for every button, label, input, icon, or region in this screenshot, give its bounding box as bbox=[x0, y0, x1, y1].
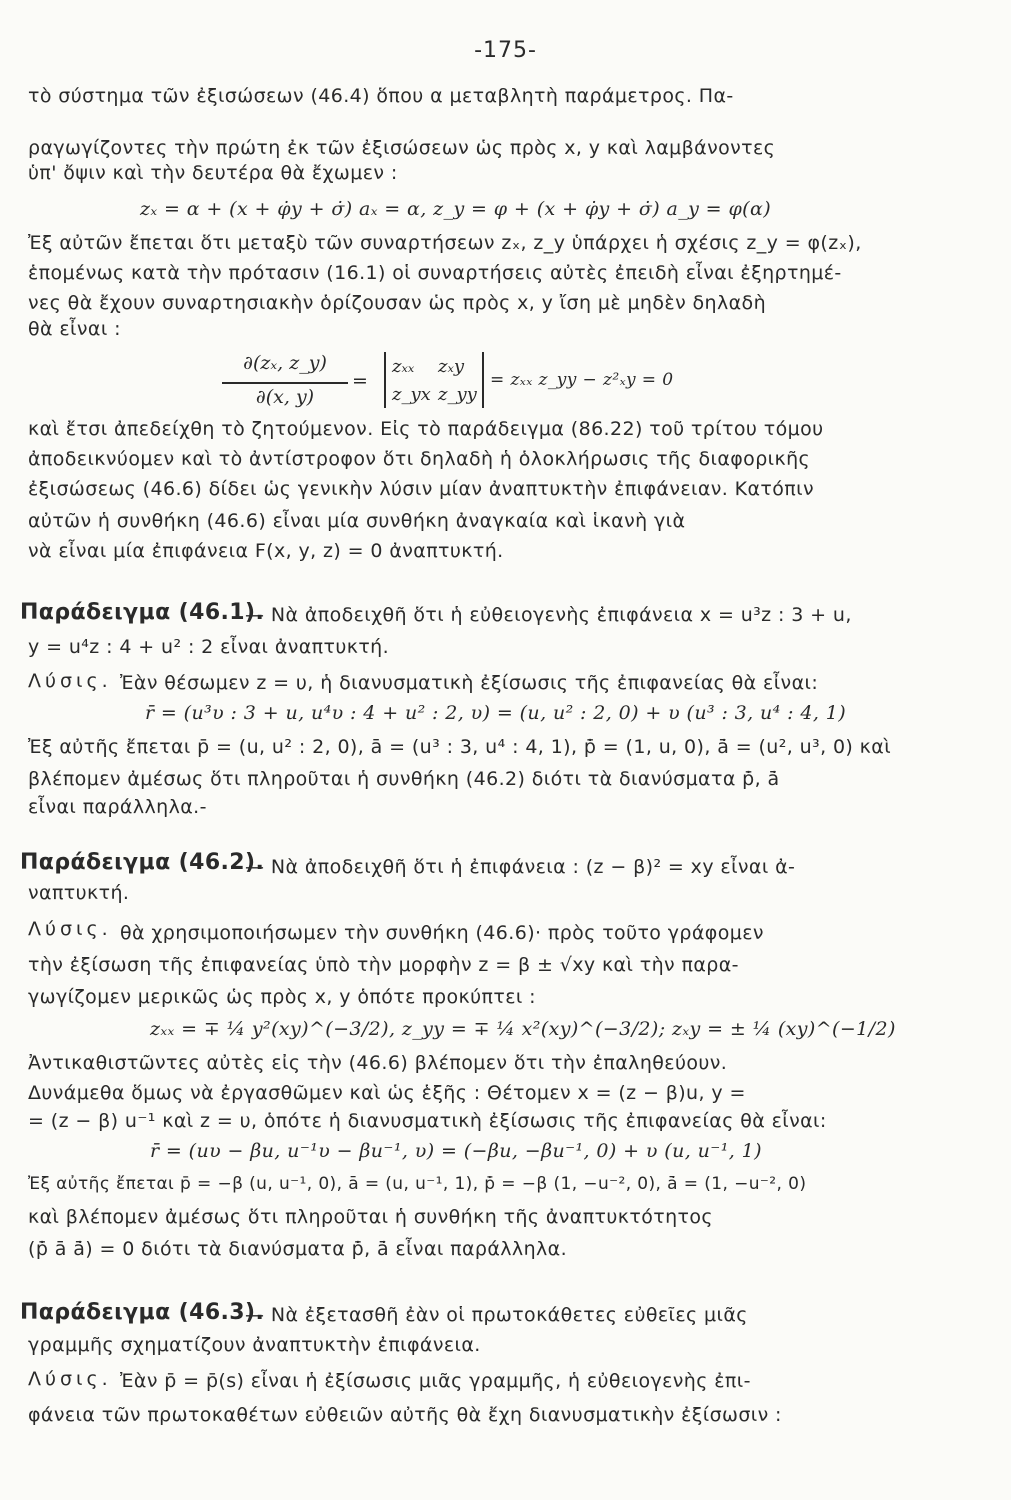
text-line: γωγίζομεν μερικῶς ὡς πρὸς x, y ὁπότε προκύπτει : bbox=[28, 986, 536, 1008]
solution-label: Λύσις. bbox=[28, 670, 112, 692]
text-line: = (z − β) u⁻¹ καὶ z = υ, ὁπότε ἡ διανυσματικὴ ἐξίσωσις τῆς ἐπιφανείας θὰ εἶναι: bbox=[28, 1110, 827, 1132]
text-line: ἀποδεικνύομεν καὶ τὸ ἀντίστροφον ὅτι δηλαδὴ ἡ ὁλοκλήρωσις τῆς διαφορικῆς bbox=[28, 448, 811, 470]
matrix-entry: z_yx bbox=[392, 384, 431, 405]
text-line: ἑπομένως κατὰ τὴν πρότασιν (16.1) οἱ συναρτήσεις αὐτὲς ἐπειδὴ εἶναι ἐξηρτημέ- bbox=[28, 262, 842, 284]
text-line: βλέπομεν ἀμέσως ὅτι πληροῦται ἡ συνθήκη (46.2) διότι τὰ διανύσματα p̄̇, ā̇ bbox=[28, 768, 780, 790]
equation-line: zₓ = α + (x + φ̇y + σ̇) aₓ = α, z_y = φ + (x + φ̇y + σ̇) a_y = φ(α) bbox=[140, 198, 772, 220]
matrix-entry: zₓₓ bbox=[392, 356, 415, 377]
text-line: φάνεια τῶν πρωτοκαθέτων εὐθειῶν αὐτῆς θὰ ἔχη διανυσματικὴν ἐξίσωσιν : bbox=[28, 1404, 782, 1426]
text-line: τὴν ἐξίσωση τῆς ἐπιφανείας ὑπὸ τὴν μορφὴν z = β ± √xy καὶ τὴν παρα- bbox=[28, 954, 739, 976]
matrix-entry: z_yy bbox=[438, 384, 477, 405]
equation-line: r̄ = (uυ − βu, u⁻¹υ − βu⁻¹, υ) = (−βu, −βu⁻¹, 0) + υ (u, u⁻¹, 1) bbox=[150, 1140, 762, 1162]
text-line: — Νὰ ἀποδειχθῆ ὅτι ἡ ἐπιφάνεια : (z − β)² = xy εἶναι ἀ- bbox=[245, 856, 796, 878]
text-line: Ἐξ αὐτῶν ἔπεται ὅτι μεταξὺ τῶν συναρτήσεων zₓ, z_y ὑπάρχει ἡ σχέσις z_y = φ(zₓ), bbox=[28, 232, 862, 254]
jacobian-numerator: ∂(zₓ, z_y) bbox=[243, 352, 327, 374]
jacobian-result: = zₓₓ z_yy − z²ₓy = 0 bbox=[490, 370, 674, 390]
text-line: καὶ βλέπομεν ἀμέσως ὅτι πληροῦται ἡ συνθήκη τῆς ἀναπτυκτότητος bbox=[28, 1206, 713, 1228]
text-line: γραμμῆς σχηματίζουν ἀναπτυκτὴν ἐπιφάνεια. bbox=[28, 1334, 481, 1356]
page-number: -175- bbox=[474, 38, 537, 63]
text-line: αὐτῶν ἡ συνθήκη (46.6) εἶναι μία συνθήκη ἀναγκαία καὶ ἱκανὴ γιὰ bbox=[28, 510, 686, 532]
text-line: ἐξισώσεως (46.6) δίδει ὡς γενικὴν λύσιν μίαν ἀναπτυκτὴν ἐπιφάνειαν. Κατόπιν bbox=[28, 478, 814, 500]
text-line: Ἐὰν θέσωμεν z = υ, ἡ διανυσματικὴ ἐξίσωσις τῆς ἐπιφανείας θὰ εἶναι: bbox=[120, 672, 819, 694]
text-line: Ἀντικαθιστῶντες αὐτὲς εἰς τὴν (46.6) βλέπομεν ὅτι τὴν ἐπαληθεύουν. bbox=[28, 1052, 728, 1074]
text-line: Ἐξ αὐτῆς ἔπεται p̄ = −β (u, u⁻¹, 0), ā = (u, u⁻¹, 1), p̄̇ = −β (1, −u⁻², 0), ā̇ = (1, −u⁻², 0) bbox=[28, 1174, 807, 1194]
text-line: θὰ εἶναι : bbox=[28, 318, 121, 340]
text-line: τὸ σύστημα τῶν ἐξισώσεων (46.4) ὅπου α μεταβλητὴ παράμετρος. Πα- bbox=[28, 85, 734, 107]
text-line: Δυνάμεθα ὅμως νὰ ἐργασθῶμεν καὶ ὡς ἑξῆς : Θέτομεν x = (z − β)u, y = bbox=[28, 1082, 746, 1104]
equation-line: r̄ = (u³υ : 3 + u, u⁴υ : 4 + u² : 2, υ) = (u, u² : 2, 0) + υ (u³ : 3, u⁴ : 4, 1) bbox=[145, 702, 847, 724]
text-line: ὑπ' ὄψιν καὶ τὴν δευτέρα θὰ ἔχωμεν : bbox=[28, 162, 398, 184]
text-line: y = u⁴z : 4 + u² : 2 εἶναι ἀναπτυκτή. bbox=[28, 636, 390, 658]
text-line: — Νὰ ἀποδειχθῆ ὅτι ἡ εὐθειογενὴς ἐπιφάνεια x = u³z : 3 + u, bbox=[245, 604, 852, 626]
example-title: Παράδειγμα (46.1). bbox=[20, 600, 265, 625]
text-line: νες θὰ ἔχουν συναρτησιακὴν ὁρίζουσαν ὡς πρὸς x, y ἴση μὲ μηδὲν δηλαδὴ bbox=[28, 292, 767, 314]
text-line: (p̄̇ ā ā̇) = 0 διότι τὰ διανύσματα p̄̇, ā̇ εἶναι παράλληλα. bbox=[28, 1238, 568, 1260]
text-line: εἶναι παράλληλα.- bbox=[28, 796, 207, 818]
example-title: Παράδειγμα (46.3). bbox=[20, 1300, 265, 1325]
solution-label: Λύσις. bbox=[28, 918, 112, 940]
text-line: νὰ εἶναι μία ἐπιφάνεια F(x, y, z) = 0 ἀναπτυκτή. bbox=[28, 540, 504, 562]
text-line: — Νὰ ἐξετασθῆ ἐὰν οἱ πρωτοκάθετες εὐθεῖες μιᾶς bbox=[245, 1304, 748, 1326]
text-line: Ἐξ αὐτῆς ἔπεται p̄ = (u, u² : 2, 0), ā = (u³ : 3, u⁴ : 4, 1), p̄̇ = (1, u, 0), ā̇ = (u², u³, 0) καὶ bbox=[28, 736, 892, 758]
text-line: θὰ χρησιμοποιήσωμεν τὴν συνθήκη (46.6)· πρὸς τοῦτο γράφομεν bbox=[120, 922, 764, 944]
text-line: ραγωγίζοντες τὴν πρώτη ἐκ τῶν ἐξισώσεων ὡς πρὸς x, y καὶ λαμβάνοντες bbox=[28, 137, 776, 159]
solution-label: Λύσις. bbox=[28, 1368, 112, 1390]
jacobian-denominator: ∂(x, y) bbox=[255, 386, 315, 408]
equation-line: zₓₓ = ∓ ¼ y²(xy)^(−3/2), z_yy = ∓ ¼ x²(xy)^(−3/2); zₓy = ± ¼ (xy)^(−1/2) bbox=[150, 1018, 896, 1040]
fraction-bar bbox=[222, 382, 348, 384]
text-line: Ἐὰν p̄ = p̄(s) εἶναι ἡ ἐξίσωσις μιᾶς γραμμῆς, ἡ εὐθειογενὴς ἐπι- bbox=[120, 1370, 751, 1392]
example-title: Παράδειγμα (46.2). bbox=[20, 850, 265, 875]
matrix-entry: zₓy bbox=[438, 356, 465, 377]
text-line: ναπτυκτή. bbox=[28, 882, 130, 904]
equals-sign: = bbox=[352, 370, 369, 392]
text-line: καὶ ἔτσι ἀπεδείχθη τὸ ζητούμενον. Εἰς τὸ παράδειγμα (86.22) τοῦ τρίτου τόμου bbox=[28, 418, 824, 440]
